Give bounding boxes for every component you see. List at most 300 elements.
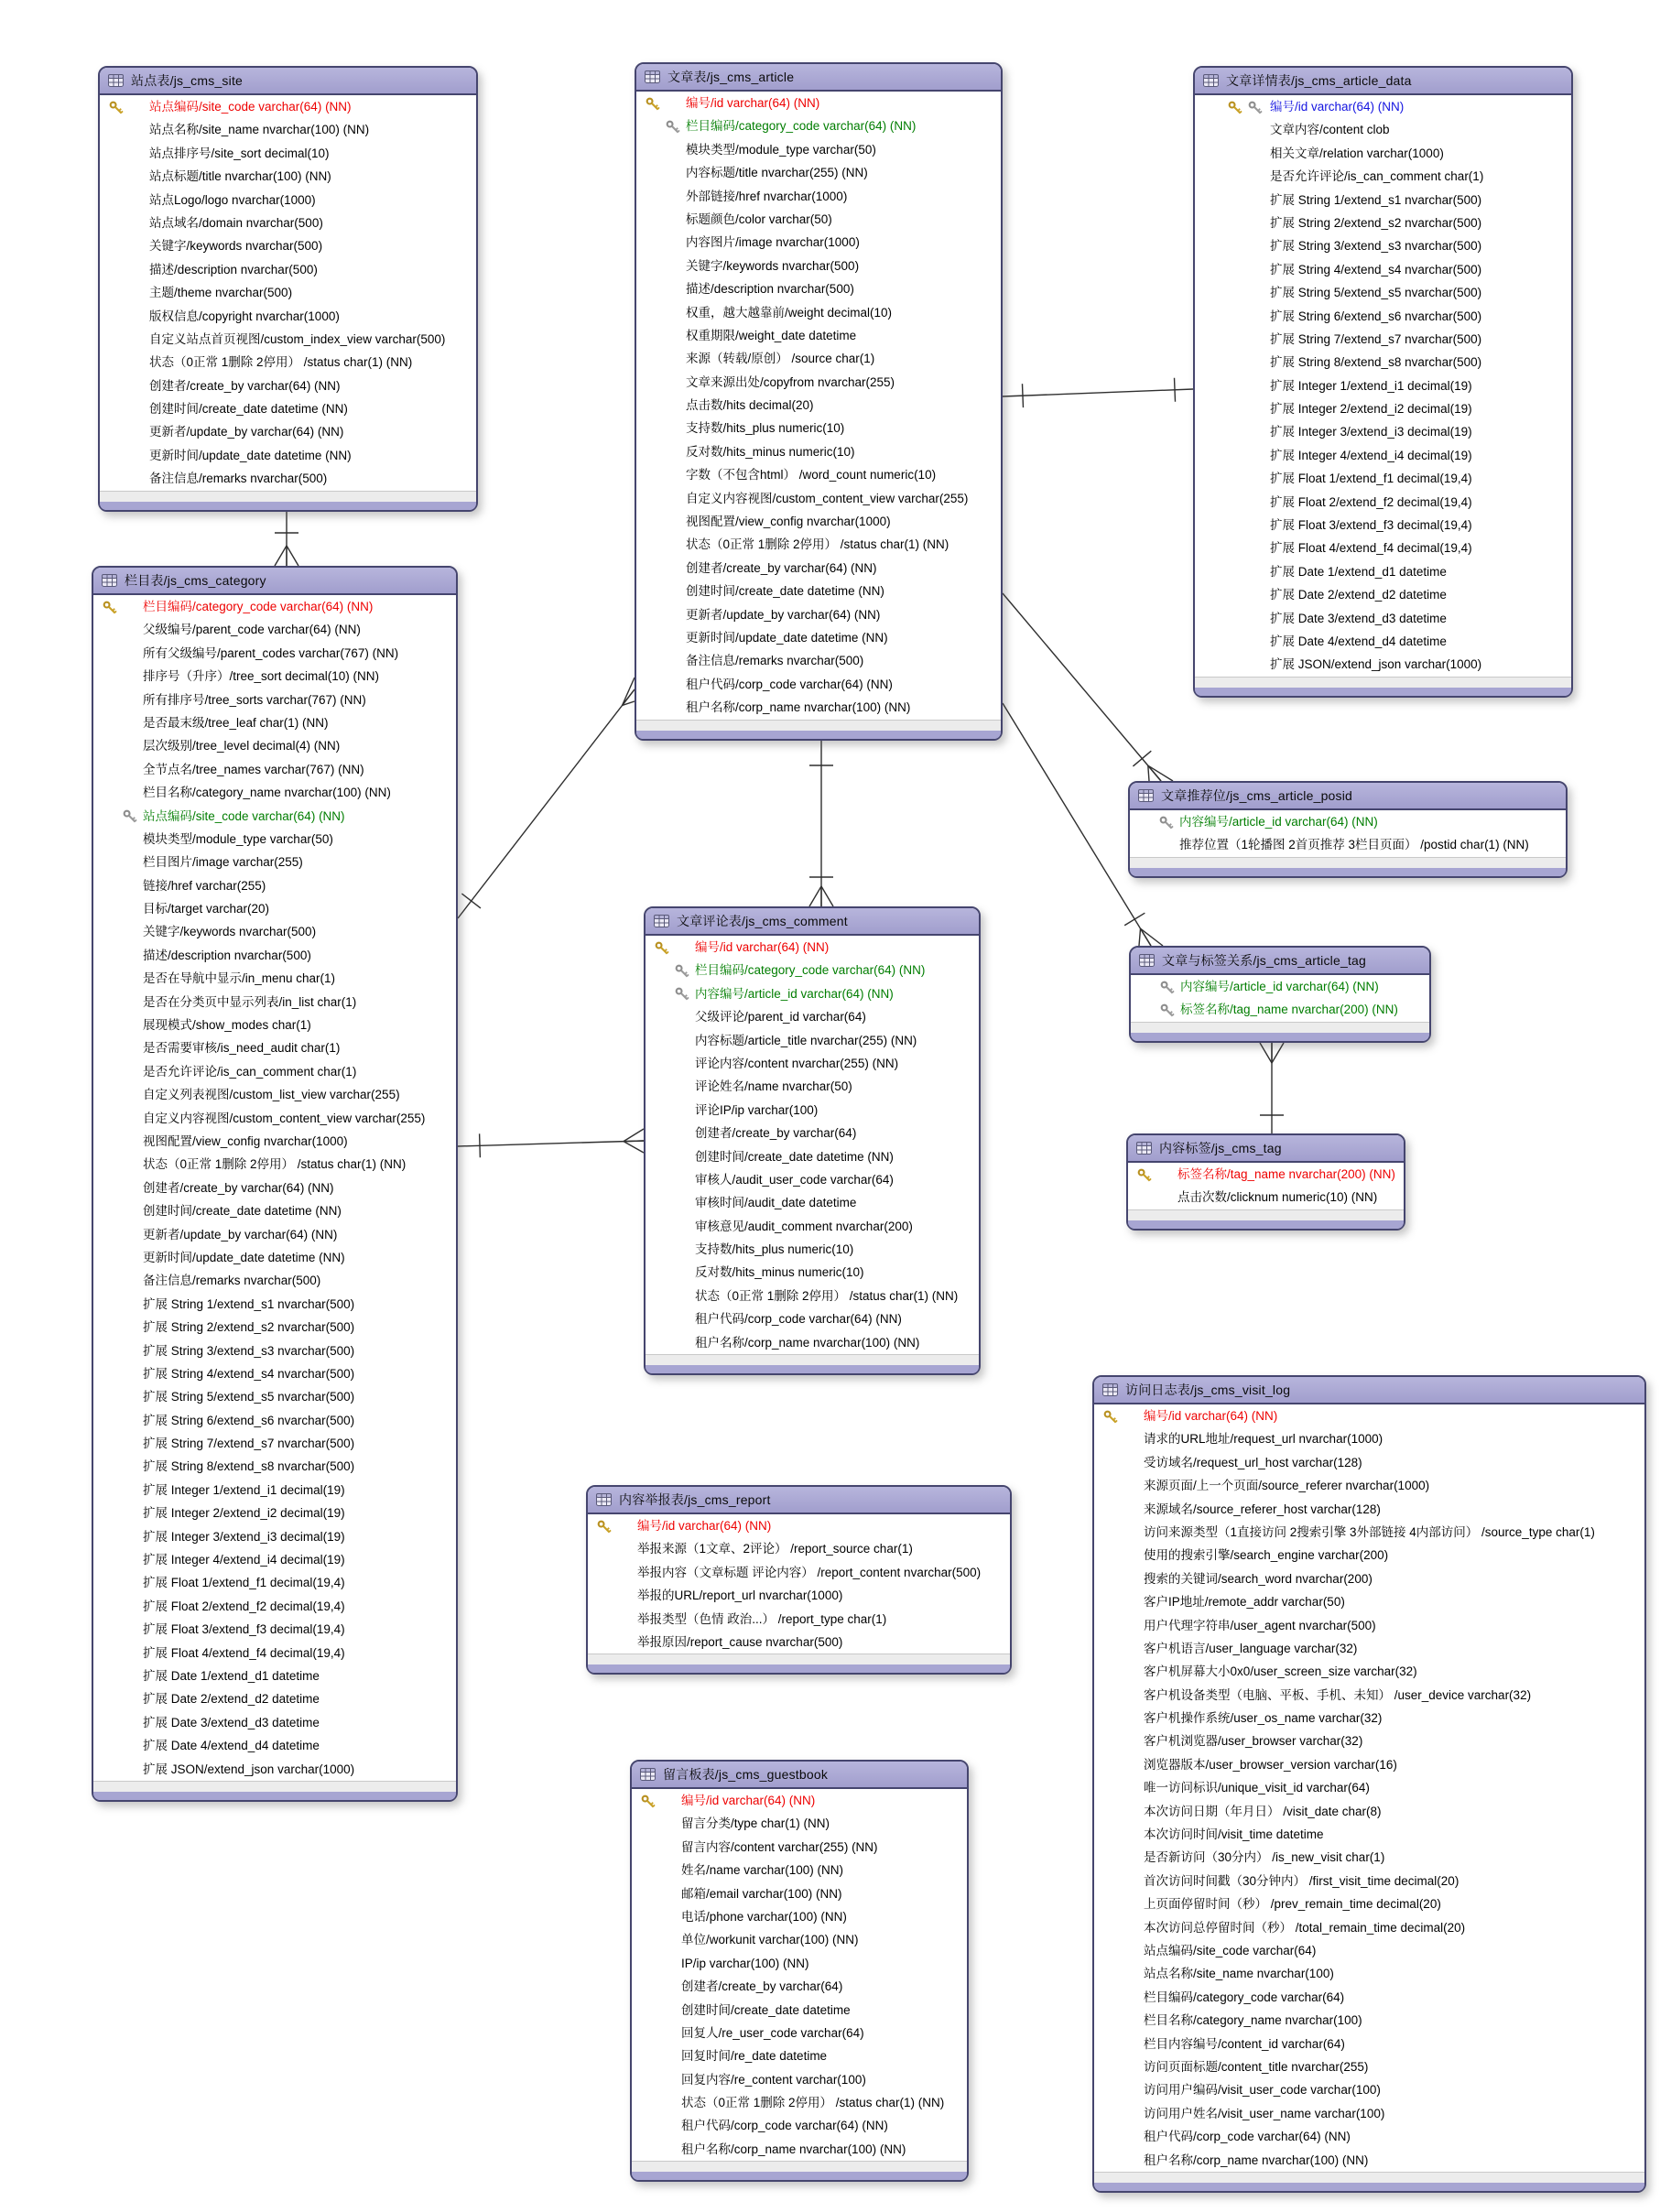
- table-field-row[interactable]: [1195, 351, 1571, 374]
- table-field-row[interactable]: [1094, 1590, 1644, 1613]
- one-cardinality-tick: [1124, 913, 1145, 926]
- table-field-row[interactable]: [1094, 1474, 1644, 1497]
- table-field-row[interactable]: [93, 1153, 456, 1176]
- field-label: 编号/id varchar(64) (NN): [695, 940, 830, 954]
- field-label: 租户代码/corp_code varchar(64) (NN): [1144, 2130, 1351, 2144]
- table-field-row[interactable]: [93, 1548, 456, 1571]
- table-field-row[interactable]: [93, 991, 456, 1014]
- table-field-row[interactable]: [1195, 305, 1571, 328]
- table-field-row[interactable]: [636, 371, 1001, 394]
- table-field-row[interactable]: [1195, 560, 1571, 583]
- table-field-row[interactable]: [588, 1514, 1010, 1537]
- table-icon: [596, 1493, 612, 1506]
- table-field-row[interactable]: [1094, 1892, 1644, 1915]
- table-field-row[interactable]: [632, 2138, 967, 2161]
- table-field-row[interactable]: [632, 1812, 967, 1835]
- table-field-row[interactable]: [632, 2068, 967, 2091]
- table-field-row[interactable]: [646, 1215, 979, 1238]
- table-field-row[interactable]: [1094, 2125, 1644, 2148]
- table-field-row[interactable]: [646, 1122, 979, 1144]
- table-field-row[interactable]: [93, 1502, 456, 1524]
- field-label: 唯一访问标识/unique_visit_id varchar(64): [1144, 1781, 1370, 1795]
- table-field-row[interactable]: [632, 2022, 967, 2044]
- table-field-row[interactable]: [93, 920, 456, 943]
- table-field-row[interactable]: [636, 580, 1001, 602]
- table-icon: [654, 915, 669, 927]
- table-field-row[interactable]: [1128, 1163, 1404, 1186]
- relation-js_cms_article-to-js_cms_comment[interactable]: [809, 741, 833, 906]
- table-field-row[interactable]: [93, 711, 456, 734]
- table-field-row[interactable]: [1094, 1660, 1644, 1683]
- table-header[interactable]: [1131, 948, 1429, 975]
- table-field-row[interactable]: [1195, 514, 1571, 537]
- relation-js_cms_category-to-js_cms_comment[interactable]: [458, 1129, 644, 1157]
- relation-js_cms_tag-to-js_cms_article_tag[interactable]: [1260, 1043, 1284, 1133]
- table-field-row[interactable]: [100, 444, 476, 467]
- table-field-row[interactable]: [636, 231, 1001, 254]
- table-field-row[interactable]: [646, 1261, 979, 1284]
- table-field-row[interactable]: [636, 487, 1001, 510]
- table-field-row[interactable]: [1094, 1684, 1644, 1707]
- crow-foot: [624, 1142, 644, 1153]
- field-label: 站点名称/site_name nvarchar(100) (NN): [149, 123, 370, 137]
- table-field-row[interactable]: [1094, 2149, 1644, 2172]
- er-table-js_cms_visit_log[interactable]: [1092, 1375, 1646, 2193]
- table-field-row[interactable]: [632, 1859, 967, 1881]
- table-field-row[interactable]: [636, 255, 1001, 277]
- table-field-row[interactable]: [93, 805, 456, 828]
- field-label: 编号/id varchar(64) (NN): [1144, 1409, 1278, 1423]
- field-label: 编号/id varchar(64) (NN): [637, 1519, 772, 1533]
- field-label: 文章来源出处/copyfrom nvarchar(255): [686, 374, 895, 389]
- table-field-row[interactable]: [646, 1285, 979, 1307]
- table-field-row[interactable]: [632, 1882, 967, 1905]
- table-field-row[interactable]: [1094, 1567, 1644, 1590]
- field-label: 栏目编码/category_code varchar(64): [1144, 1990, 1345, 2004]
- table-field-row[interactable]: [588, 1537, 1010, 1560]
- table-field-row[interactable]: [93, 618, 456, 641]
- relation-js_cms_article-to-js_cms_article_posid[interactable]: [1003, 593, 1173, 781]
- table-field-row[interactable]: [93, 1455, 456, 1478]
- table-field-row[interactable]: [93, 1176, 456, 1199]
- table-field-row[interactable]: [93, 1014, 456, 1036]
- table-field-row[interactable]: [636, 510, 1001, 533]
- table-field-row[interactable]: [1094, 1404, 1644, 1427]
- crow-foot: [287, 546, 298, 566]
- foreign-key-icon: [1248, 100, 1263, 114]
- table-field-row[interactable]: [646, 1005, 979, 1028]
- table-field-row[interactable]: [93, 1223, 456, 1246]
- field-label: 扩展 String 2/extend_s2 nvarchar(500): [143, 1320, 355, 1335]
- table-field-row[interactable]: [1094, 1870, 1644, 1892]
- table-field-row[interactable]: [93, 758, 456, 781]
- table-field-row[interactable]: [636, 347, 1001, 370]
- table-field-row[interactable]: [1195, 607, 1571, 630]
- table-field-row[interactable]: [93, 665, 456, 688]
- table-field-row[interactable]: [1195, 583, 1571, 606]
- table-field-row[interactable]: [93, 1642, 456, 1664]
- table-field-row[interactable]: [100, 397, 476, 420]
- table-field-row[interactable]: [632, 1905, 967, 1928]
- table-field-row[interactable]: [636, 301, 1001, 324]
- field-label: 扩展 Float 3/extend_f3 decimal(19,4): [143, 1622, 345, 1637]
- table-field-row[interactable]: [646, 1168, 979, 1191]
- table-header[interactable]: [1195, 68, 1571, 95]
- table-field-row[interactable]: [636, 696, 1001, 719]
- table-field-row[interactable]: [1094, 1800, 1644, 1823]
- table-field-row[interactable]: [93, 1293, 456, 1316]
- field-label: 父级评论/parent_id varchar(64): [695, 1010, 866, 1025]
- field-label: 所有排序号/tree_sorts varchar(767) (NN): [143, 692, 366, 707]
- field-label: 扩展 Integer 3/extend_i3 decimal(19): [1270, 425, 1472, 439]
- table-field-row[interactable]: [1094, 1451, 1644, 1474]
- table-field-row[interactable]: [93, 1734, 456, 1757]
- field-label: 站点排序号/site_sort decimal(10): [149, 146, 330, 160]
- table-field-row[interactable]: [636, 626, 1001, 649]
- field-label: 扩展 Date 2/extend_d2 datetime: [143, 1692, 320, 1707]
- table-footer-bar: [1195, 688, 1571, 696]
- table-field-row[interactable]: [93, 781, 456, 804]
- table-field-row[interactable]: [100, 142, 476, 165]
- table-field-row[interactable]: [100, 351, 476, 374]
- table-field-list: [646, 936, 979, 1354]
- crow-foot: [1148, 765, 1173, 781]
- table-field-row[interactable]: [1094, 1614, 1644, 1637]
- field-label: 权重，越大越靠前/weight decimal(10): [686, 305, 893, 320]
- table-field-row[interactable]: [1094, 1986, 1644, 2009]
- table-field-row[interactable]: [646, 1075, 979, 1098]
- field-label: 扩展 Date 1/extend_d1 datetime: [143, 1668, 320, 1683]
- table-field-row[interactable]: [1195, 397, 1571, 420]
- table-field-row[interactable]: [1094, 1776, 1644, 1799]
- field-label: 审核人/audit_user_code varchar(64): [695, 1172, 894, 1187]
- field-label: 创建者/create_by varchar(64) (NN): [149, 378, 341, 393]
- field-label: 搜索的关键词/search_word nvarchar(200): [1144, 1571, 1373, 1586]
- table-field-row[interactable]: [93, 1246, 456, 1269]
- table-field-row[interactable]: [93, 1060, 456, 1083]
- table-field-row[interactable]: [1195, 118, 1571, 141]
- table-header[interactable]: [636, 64, 1001, 92]
- table-field-row[interactable]: [646, 1029, 979, 1052]
- field-label: 举报来源（1文章、2评论） /report_source char(1): [637, 1542, 913, 1556]
- table-field-row[interactable]: [1195, 211, 1571, 234]
- crow-foot: [624, 1141, 644, 1142]
- table-header[interactable]: [632, 1762, 967, 1789]
- field-label: 视图配置/view_config nvarchar(1000): [686, 515, 891, 529]
- table-field-row[interactable]: [1094, 2102, 1644, 2125]
- table-field-row[interactable]: [636, 208, 1001, 231]
- relation-line: [458, 1141, 644, 1146]
- table-field-row[interactable]: [93, 1618, 456, 1641]
- table-field-row[interactable]: [1094, 1823, 1644, 1846]
- table-field-row[interactable]: [93, 944, 456, 967]
- table-field-row[interactable]: [636, 185, 1001, 208]
- table-field-row[interactable]: [93, 1083, 456, 1106]
- table-field-row[interactable]: [588, 1608, 1010, 1631]
- table-field-row[interactable]: [632, 1789, 967, 1812]
- table-field-row[interactable]: [93, 874, 456, 897]
- table-field-row[interactable]: [100, 467, 476, 490]
- field-label: 来源页面/上一个页面/source_referer nvarchar(1000): [1144, 1479, 1430, 1493]
- table-field-row[interactable]: [636, 603, 1001, 626]
- field-label: 回复内容/re_content varchar(100): [681, 2072, 866, 2087]
- table-field-row[interactable]: [93, 1385, 456, 1408]
- table-field-row[interactable]: [632, 1999, 967, 2022]
- er-table-js_cms_category[interactable]: [92, 566, 458, 1802]
- table-field-row[interactable]: [1195, 491, 1571, 514]
- table-field-row[interactable]: [636, 277, 1001, 300]
- table-field-row[interactable]: [1094, 1846, 1644, 1869]
- table-field-row[interactable]: [100, 189, 476, 211]
- table-field-row[interactable]: [93, 1525, 456, 1548]
- table-field-row[interactable]: [93, 642, 456, 665]
- er-table-js_cms_tag[interactable]: [1126, 1133, 1405, 1231]
- foreign-key-icon: [666, 119, 680, 134]
- table-field-row[interactable]: [588, 1631, 1010, 1654]
- table-field-row[interactable]: [93, 1711, 456, 1734]
- table-field-row[interactable]: [1131, 975, 1429, 998]
- table-field-row[interactable]: [1094, 2055, 1644, 2078]
- field-label: 用户代理字符串/user_agent nvarchar(500): [1144, 1618, 1376, 1632]
- table-header[interactable]: [588, 1487, 1010, 1514]
- er-table-js_cms_guestbook[interactable]: [630, 1760, 969, 2182]
- field-label: 创建时间/create_date datetime (NN): [149, 402, 348, 417]
- er-table-js_cms_article_data[interactable]: [1193, 66, 1573, 698]
- table-field-row[interactable]: [1195, 444, 1571, 467]
- table-field-row[interactable]: [1195, 95, 1571, 118]
- table-field-row[interactable]: [93, 967, 456, 990]
- table-field-row[interactable]: [1195, 467, 1571, 490]
- table-field-row[interactable]: [646, 1307, 979, 1330]
- relation-js_cms_category-to-js_cms_article[interactable]: [458, 678, 635, 918]
- table-field-row[interactable]: [93, 1479, 456, 1502]
- table-field-row[interactable]: [100, 165, 476, 188]
- table-field-row[interactable]: [1130, 833, 1566, 856]
- table-field-row[interactable]: [1094, 1498, 1644, 1521]
- field-label: 扩展 Float 2/extend_f2 decimal(19,4): [1270, 494, 1472, 509]
- table-field-row[interactable]: [93, 1130, 456, 1153]
- table-field-row[interactable]: [636, 557, 1001, 580]
- table-field-row[interactable]: [1195, 142, 1571, 165]
- table-field-row[interactable]: [1094, 1544, 1644, 1567]
- field-label: 是否新访问（30分内） /is_new_visit char(1): [1144, 1850, 1385, 1865]
- table-field-row[interactable]: [646, 959, 979, 981]
- table-field-row[interactable]: [636, 533, 1001, 556]
- table-field-row[interactable]: [93, 1571, 456, 1594]
- er-table-js_cms_article_posid[interactable]: [1128, 781, 1568, 878]
- table-field-row[interactable]: [1094, 1939, 1644, 1962]
- er-table-js_cms_site[interactable]: [98, 66, 478, 512]
- relation-js_cms_site-to-js_cms_category[interactable]: [275, 509, 298, 566]
- table-field-row[interactable]: [632, 1836, 967, 1859]
- table-field-row[interactable]: [1094, 1729, 1644, 1752]
- table-field-row[interactable]: [1195, 537, 1571, 559]
- table-field-row[interactable]: [636, 161, 1001, 184]
- table-field-row[interactable]: [93, 1036, 456, 1059]
- table-field-row[interactable]: [93, 1199, 456, 1222]
- table-field-row[interactable]: [588, 1584, 1010, 1607]
- field-label: 是否在导航中显示/in_menu char(1): [143, 971, 336, 986]
- table-field-row[interactable]: [100, 118, 476, 141]
- table-title: 文章表/js_cms_article: [667, 70, 795, 84]
- table-field-row[interactable]: [636, 440, 1001, 463]
- field-label: 评论IP/ip varchar(100): [695, 1102, 819, 1117]
- table-field-row[interactable]: [632, 1975, 967, 1998]
- field-label: 举报原因/report_cause nvarchar(500): [637, 1634, 843, 1649]
- field-label: 扩展 Float 2/extend_f2 decimal(19,4): [143, 1599, 345, 1613]
- field-label: 标签名称/tag_name nvarchar(200) (NN): [1177, 1167, 1395, 1181]
- table-field-row[interactable]: [1094, 1707, 1644, 1729]
- table-field-row[interactable]: [1195, 189, 1571, 211]
- table-field-row[interactable]: [1094, 1962, 1644, 1985]
- table-field-row[interactable]: [588, 1561, 1010, 1584]
- field-label: 目标/target varchar(20): [143, 902, 270, 916]
- field-label: 扩展 Float 3/extend_f3 decimal(19,4): [1270, 518, 1472, 533]
- table-field-row[interactable]: [100, 305, 476, 328]
- table-field-row[interactable]: [1195, 234, 1571, 257]
- table-field-row[interactable]: [93, 595, 456, 618]
- table-field-row[interactable]: [93, 1595, 456, 1618]
- field-label: 备注信息/remarks nvarchar(500): [686, 654, 864, 668]
- table-field-row[interactable]: [93, 1316, 456, 1339]
- er-table-js_cms_article[interactable]: [635, 62, 1003, 741]
- table-field-row[interactable]: [100, 281, 476, 304]
- field-label: 访问用户姓名/visit_user_name varchar(100): [1144, 2106, 1385, 2120]
- table-field-row[interactable]: [632, 1928, 967, 1951]
- primary-key-icon: [597, 1519, 612, 1534]
- table-field-row[interactable]: [646, 1238, 979, 1261]
- field-label: 展现模式/show_modes char(1): [143, 1018, 311, 1033]
- table-field-row[interactable]: [1131, 998, 1429, 1021]
- relation-js_cms_article-to-js_cms_article_data[interactable]: [1003, 378, 1193, 407]
- table-field-row[interactable]: [632, 1952, 967, 1975]
- table-field-row[interactable]: [1094, 1916, 1644, 1939]
- er-table-js_cms_article_tag[interactable]: [1129, 946, 1431, 1043]
- field-label: 扩展 Float 4/extend_f4 decimal(19,4): [1270, 541, 1472, 556]
- table-field-row[interactable]: [646, 982, 979, 1005]
- table-field-row[interactable]: [93, 1362, 456, 1385]
- table-field-row[interactable]: [100, 420, 476, 443]
- er-table-js_cms_comment[interactable]: [644, 906, 981, 1375]
- table-field-row[interactable]: [1094, 2078, 1644, 2101]
- table-field-row[interactable]: [1195, 165, 1571, 188]
- table-field-row[interactable]: [636, 417, 1001, 439]
- field-label: 扩展 Integer 4/extend_i4 decimal(19): [1270, 448, 1472, 462]
- table-field-row[interactable]: [646, 1191, 979, 1214]
- table-field-row[interactable]: [646, 1331, 979, 1354]
- table-field-row[interactable]: [636, 324, 1001, 347]
- table-title: 内容举报表/js_cms_report: [619, 1492, 771, 1507]
- table-field-row[interactable]: [636, 394, 1001, 417]
- table-field-row[interactable]: [636, 673, 1001, 696]
- table-field-row[interactable]: [1094, 1427, 1644, 1450]
- table-footer-strip: [632, 2161, 967, 2172]
- table-field-row[interactable]: [636, 92, 1001, 114]
- table-field-row[interactable]: [646, 1099, 979, 1122]
- table-field-row[interactable]: [1094, 1521, 1644, 1544]
- table-header[interactable]: [1094, 1377, 1644, 1404]
- field-label: 编号/id varchar(64) (NN): [686, 96, 820, 110]
- table-field-row[interactable]: [93, 1664, 456, 1687]
- table-field-row[interactable]: [93, 689, 456, 711]
- field-label: 访问页面标题/content_title nvarchar(255): [1144, 2059, 1369, 2074]
- table-field-row[interactable]: [646, 1052, 979, 1075]
- table-field-row[interactable]: [632, 2091, 967, 2114]
- table-header[interactable]: [93, 568, 456, 595]
- field-label: 扩展 Float 1/extend_f1 decimal(19,4): [1270, 472, 1472, 486]
- table-field-row[interactable]: [636, 114, 1001, 137]
- table-header[interactable]: [646, 908, 979, 936]
- table-field-row[interactable]: [93, 1107, 456, 1130]
- field-label: 扩展 Integer 1/extend_i1 decimal(19): [143, 1482, 345, 1497]
- table-field-row[interactable]: [636, 138, 1001, 161]
- table-field-row[interactable]: [100, 258, 476, 281]
- table-field-row[interactable]: [1195, 258, 1571, 281]
- table-field-row[interactable]: [1128, 1186, 1404, 1209]
- table-title: 留言板表/js_cms_guestbook: [663, 1767, 829, 1782]
- table-field-row[interactable]: [646, 1145, 979, 1168]
- table-field-row[interactable]: [93, 1269, 456, 1292]
- table-field-row[interactable]: [100, 374, 476, 397]
- table-field-row[interactable]: [1094, 2033, 1644, 2055]
- table-field-row[interactable]: [100, 328, 476, 351]
- table-field-row[interactable]: [636, 649, 1001, 672]
- table-header[interactable]: [100, 68, 476, 95]
- table-field-row[interactable]: [93, 1409, 456, 1432]
- table-field-row[interactable]: [1094, 2009, 1644, 2032]
- table-field-row[interactable]: [93, 851, 456, 873]
- table-field-row[interactable]: [93, 828, 456, 851]
- table-field-row[interactable]: [1094, 1637, 1644, 1660]
- primary-key-icon: [103, 600, 117, 614]
- table-field-row[interactable]: [93, 734, 456, 757]
- table-field-row[interactable]: [100, 234, 476, 257]
- table-field-row[interactable]: [1195, 328, 1571, 351]
- field-label: 客户IP地址/remote_addr varchar(50): [1144, 1595, 1345, 1610]
- table-field-row[interactable]: [632, 2044, 967, 2067]
- table-field-row[interactable]: [100, 95, 476, 118]
- table-field-row[interactable]: [100, 211, 476, 234]
- table-field-row[interactable]: [1195, 374, 1571, 397]
- field-label: 扩展 Integer 3/extend_i3 decimal(19): [143, 1529, 345, 1544]
- table-field-row[interactable]: [93, 1687, 456, 1710]
- table-field-row[interactable]: [93, 897, 456, 920]
- field-label: 备注信息/remarks nvarchar(500): [143, 1274, 321, 1288]
- table-field-row[interactable]: [1130, 810, 1566, 833]
- field-label: 编号/id varchar(64) (NN): [1270, 100, 1405, 114]
- table-field-row[interactable]: [1094, 1753, 1644, 1776]
- table-header[interactable]: [1130, 783, 1566, 810]
- table-field-row[interactable]: [93, 1339, 456, 1362]
- table-field-row[interactable]: [1195, 281, 1571, 304]
- table-field-row[interactable]: [646, 936, 979, 959]
- field-label: 来源域名/source_referer_host varchar(128): [1144, 1502, 1381, 1516]
- table-header[interactable]: [1128, 1135, 1404, 1163]
- table-field-row[interactable]: [93, 1758, 456, 1781]
- table-title: 文章推荐位/js_cms_article_posid: [1161, 788, 1353, 803]
- field-label: 站点编码/site_code varchar(64): [1144, 1943, 1317, 1957]
- er-table-js_cms_report[interactable]: [586, 1485, 1012, 1675]
- field-label: 主题/theme nvarchar(500): [149, 286, 293, 300]
- table-field-row[interactable]: [1195, 653, 1571, 676]
- table-field-row[interactable]: [93, 1432, 456, 1455]
- field-label: 扩展 String 7/extend_s7 nvarchar(500): [143, 1437, 355, 1451]
- table-field-row[interactable]: [1195, 630, 1571, 653]
- field-label: 姓名/name varchar(100) (NN): [681, 1863, 844, 1878]
- table-field-row[interactable]: [632, 2114, 967, 2137]
- table-field-row[interactable]: [636, 463, 1001, 486]
- table-field-row[interactable]: [1195, 420, 1571, 443]
